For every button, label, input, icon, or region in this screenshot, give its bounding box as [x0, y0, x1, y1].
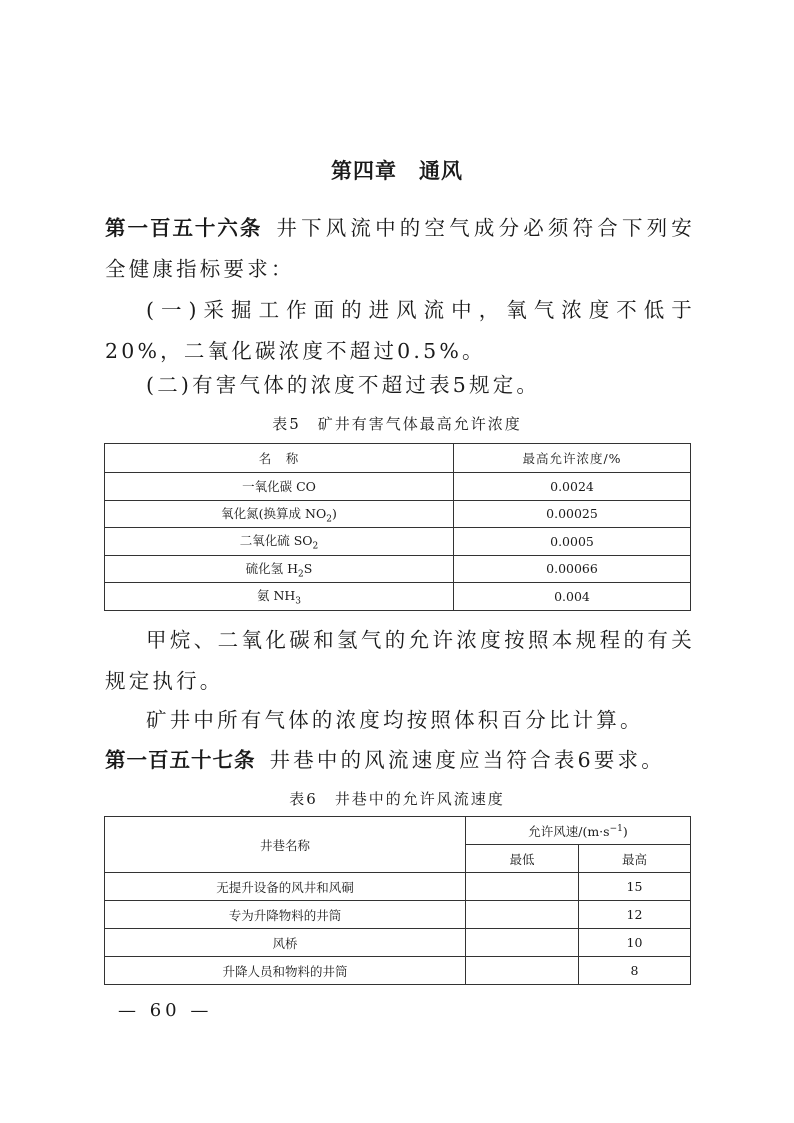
table-6-caption: 表6 井巷中的允许风流速度	[289, 790, 505, 808]
table-5-caption: 表5 矿井有害气体最高允许浓度	[272, 415, 522, 433]
table-row	[105, 957, 691, 985]
article-157-label: 第一百五十七条	[105, 748, 256, 772]
table-5-cell-value: 0.00066	[454, 555, 691, 583]
header-text: )	[622, 823, 628, 839]
cell-text: 氨 NH	[256, 588, 296, 603]
table-5-cell-name: 一氧化碳 CO	[105, 473, 454, 501]
table-6-header-speed	[466, 817, 691, 845]
cell-text: 氧化氮(换算成 NO	[221, 505, 327, 521]
table-5-cell-name	[105, 583, 454, 611]
table-5	[104, 443, 691, 611]
table-header-row	[105, 817, 691, 845]
table-5-cell-value: 0.004	[454, 583, 691, 611]
cell-text: 二氧化硫 SO	[239, 533, 313, 548]
table-6-cell-max: 12	[579, 901, 691, 929]
cell-text: )	[331, 505, 337, 521]
table-6-cell-name: 无提升设备的风井和风硐	[105, 873, 466, 901]
article-156-label: 第一百五十六条	[105, 216, 263, 240]
table-5-cell-value: 0.00025	[454, 500, 691, 528]
table-6-cell-name: 风桥	[105, 929, 466, 957]
table-6-cell-max: 15	[579, 873, 691, 901]
table-6-header-max: 最高	[579, 845, 691, 873]
table-5-header-value: 最高允许浓度/%	[454, 444, 691, 473]
table-5-cell-value: 0.0024	[454, 473, 691, 501]
table-6-cell-name: 专为升降物料的井筒	[105, 901, 466, 929]
article-157-paragraph	[105, 740, 695, 781]
table-5-cell-name	[105, 528, 454, 556]
table-6	[104, 816, 691, 985]
table-header-row	[105, 444, 691, 473]
table-row	[105, 873, 691, 901]
cell-subscript: 2	[326, 514, 332, 524]
cell-text: S	[303, 560, 313, 576]
header-text: 允许风速/(m·s	[528, 823, 610, 839]
article-156-item-2: (二)有害气体的浓度不超过表5规定。	[146, 373, 541, 397]
table-5-cell-value: 0.0005	[454, 528, 691, 556]
page-number: — 60 —	[118, 1000, 213, 1021]
table-row	[105, 555, 691, 583]
table-row	[105, 500, 691, 528]
table-6-header-name: 井巷名称	[105, 817, 466, 873]
table-6-cell-max: 10	[579, 929, 691, 957]
table-6-cell-min	[466, 901, 579, 929]
table-6-cell-min	[466, 929, 579, 957]
table-row	[105, 528, 691, 556]
table-5-cell-name	[105, 500, 454, 528]
cell-subscript: 2	[298, 569, 304, 579]
article-156-item-1: (一)采掘工作面的进风流中，氧气浓度不低于20%，二氧化碳浓度不超过0.5%。	[105, 298, 695, 363]
cell-subscript: 3	[295, 596, 302, 607]
table-6-header-min: 最低	[466, 845, 579, 873]
cell-text: 硫化氢 H	[245, 560, 299, 576]
table-6-cell-min	[466, 873, 579, 901]
volume-paragraph: 矿井中所有气体的浓度均按照体积百分比计算。	[146, 708, 644, 732]
header-superscript: −1	[609, 823, 623, 834]
table-row	[105, 583, 691, 611]
table-row	[105, 901, 691, 929]
table-6-cell-max: 8	[579, 957, 691, 985]
table-5-cell-name	[105, 555, 454, 583]
table-5-header-name: 名 称	[105, 444, 454, 473]
article-156-paragraph	[105, 208, 695, 290]
table-row	[105, 929, 691, 957]
methane-paragraph: 甲烷、二氧化碳和氢气的允许浓度按照本规程的有关规定执行。	[105, 628, 695, 693]
cell-subscript: 2	[312, 541, 319, 552]
table-6-cell-name: 升降人员和物料的井筒	[105, 957, 466, 985]
chapter-title: 第四章 通风	[331, 159, 463, 183]
article-157-text: 井巷中的风流速度应当符合表6要求。	[269, 748, 665, 772]
table-6-cell-min	[466, 957, 579, 985]
article-156-text: 井下风流中的空气成分必须符合下列安全健康指标要求：	[105, 216, 696, 281]
table-row	[105, 473, 691, 501]
